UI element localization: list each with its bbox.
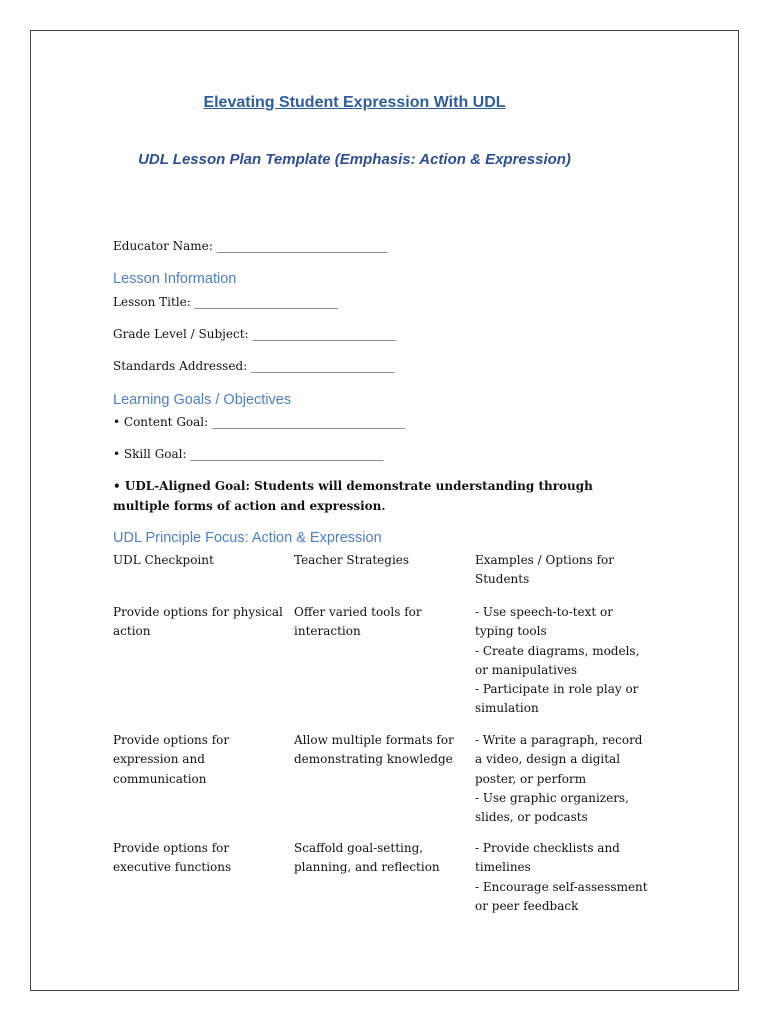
- lesson-title-line: [113, 293, 338, 312]
- row-2-checkpoint-line-3: communication: [113, 771, 207, 786]
- educator-name-blank: _______________________________: [216, 239, 388, 253]
- standards-blank: __________________________: [251, 359, 394, 373]
- educator-name-line: [113, 237, 387, 256]
- row-2-checkpoint-line-1: Provide options for: [113, 733, 230, 747]
- row-3-example-line-2: timelines: [475, 860, 531, 875]
- skill-goal-label: • Skill Goal:: [113, 447, 187, 461]
- learning-goals-heading: Learning Goals / Objectives: [113, 392, 292, 408]
- table-row-3-checkpoint: [113, 839, 231, 878]
- content-goal-label: • Content Goal:: [113, 415, 209, 429]
- lesson-information-heading: Lesson Information: [113, 271, 237, 287]
- row-2-strategy-line-2: demonstrating knowledge: [294, 752, 453, 767]
- table-row-2-strategy: [294, 731, 454, 770]
- grade-level-blank: __________________________: [252, 327, 396, 341]
- row-3-example-line-1: - Provide checklists and: [475, 841, 620, 855]
- table-row-1-strategy: [294, 603, 422, 642]
- row-3-strategy-line-2: planning, and reflection: [294, 860, 440, 875]
- table-row-1-checkpoint: [113, 603, 283, 642]
- row-1-example-line-2: typing tools: [475, 624, 547, 639]
- row-2-example-line-4: - Use graphic organizers,: [475, 790, 629, 805]
- header-teacher-strategies: Teacher Strategies: [294, 553, 410, 567]
- header-udl-checkpoint: UDL Checkpoint: [113, 553, 214, 567]
- row-3-example-line-4: or peer feedback: [475, 898, 579, 913]
- row-2-example-line-5: slides, or podcasts: [475, 810, 588, 825]
- educator-name-label: Educator Name:: [113, 239, 213, 253]
- row-2-strategy-line-1: Allow multiple formats for: [294, 733, 454, 747]
- grade-level-line: [113, 325, 395, 344]
- row-3-checkpoint-line-2: executive functions: [113, 860, 232, 875]
- standards-line: [113, 357, 394, 376]
- row-1-checkpoint-line-1: Provide options for physical: [113, 605, 283, 619]
- skill-goal-blank: ___________________________________: [190, 447, 383, 461]
- header-examples: Examples / Options for Students: [475, 553, 615, 587]
- row-2-example-line-2: a video, design a digital: [475, 752, 621, 767]
- document-title: Elevating Student Expression With UDL: [203, 94, 506, 111]
- row-3-checkpoint-line-1: Provide options for: [113, 841, 230, 855]
- content-goal-line: [113, 413, 405, 432]
- row-2-example-line-1: - Write a paragraph, record: [475, 733, 643, 747]
- row-1-strategy-line-2: interaction: [294, 624, 361, 639]
- table-row-1-examples: [475, 603, 639, 719]
- row-1-example-line-3: - Create diagrams, models,: [475, 643, 640, 658]
- row-1-checkpoint-line-2: action: [113, 624, 151, 639]
- grade-level-label: Grade Level / Subject:: [113, 327, 249, 341]
- row-1-example-line-5: - Participate in role play or: [475, 682, 639, 697]
- content-goal-blank: ___________________________________: [212, 415, 405, 429]
- table-row-2-examples: [475, 731, 642, 827]
- row-3-strategy-line-1: Scaffold goal-setting,: [294, 841, 424, 855]
- lesson-title-label: Lesson Title:: [113, 295, 191, 309]
- udl-principle-heading: UDL Principle Focus: Action & Expression: [113, 530, 382, 546]
- row-1-example-line-4: or manipulatives: [475, 662, 577, 677]
- row-2-example-line-3: poster, or perform: [475, 771, 587, 786]
- row-3-example-line-3: - Encourage self-assessment: [475, 879, 648, 894]
- document-subtitle: UDL Lesson Plan Template (Emphasis: Action & Expression): [138, 151, 571, 168]
- table-row-3-examples: [475, 839, 648, 916]
- skill-goal-line: [113, 445, 383, 464]
- standards-label: Standards Addressed:: [113, 359, 248, 373]
- row-1-example-line-6: simulation: [475, 701, 539, 716]
- lesson-title-blank: __________________________: [194, 295, 338, 309]
- row-1-strategy-line-1: Offer varied tools for: [294, 605, 422, 619]
- row-1-example-line-1: - Use speech-to-text or: [475, 605, 613, 619]
- table-row-2-checkpoint: [113, 731, 229, 789]
- udl-aligned-goal: • UDL-Aligned Goal: Students will demonstrate understanding through multiple forms of action and expression.: [113, 479, 593, 513]
- table-row-3-strategy: [294, 839, 440, 878]
- row-2-checkpoint-line-2: expression and: [113, 752, 205, 767]
